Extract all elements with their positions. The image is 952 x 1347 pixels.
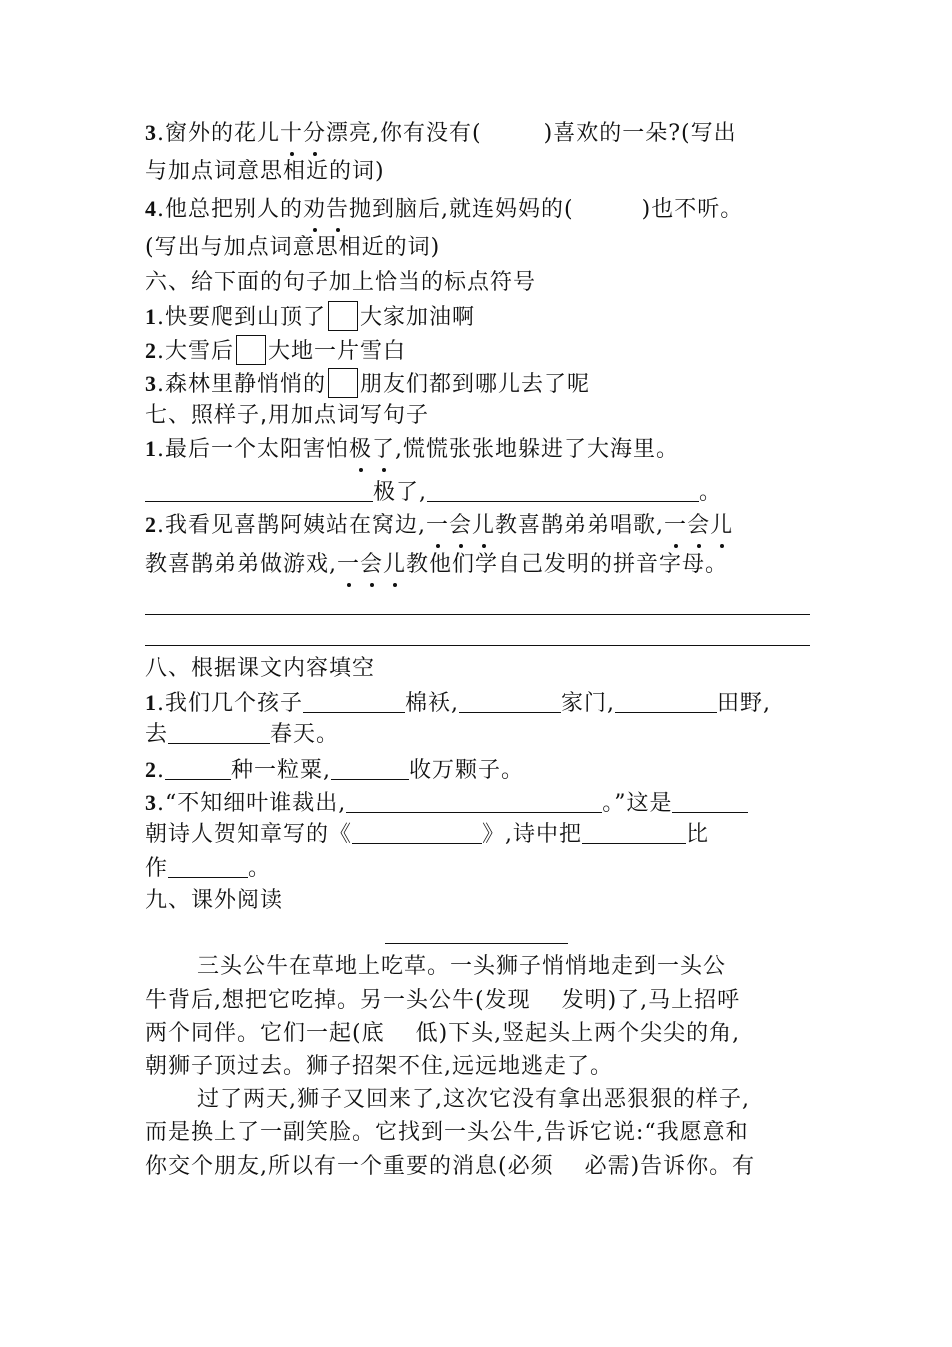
q8-item1-cont: 去 春天。 bbox=[145, 722, 340, 747]
emphasis-dot-char: 极 bbox=[349, 435, 372, 465]
answer-blank[interactable] bbox=[672, 790, 748, 813]
q8-item1: 1.我们几个孩子 棉袄, 家门, 田野, bbox=[145, 690, 771, 716]
q5-item3-cont: 与加点词意思相近的词) bbox=[145, 159, 385, 184]
reading-p1-line4: 朝狮子顶过去。狮子招架不住,远远地逃走了。 bbox=[145, 1054, 613, 1079]
answer-blank[interactable] bbox=[615, 690, 717, 713]
section-heading-6: 六、给下面的句子加上恰当的标点符号 bbox=[145, 270, 537, 295]
reading-p1-line3: 两个同伴。它们一起(底 低)下头,竖起头上两个尖尖的角, bbox=[145, 1021, 741, 1046]
emphasis-dot-char: 分 bbox=[303, 119, 326, 149]
emphasis-dot-char: 一 bbox=[337, 550, 360, 580]
answer-line[interactable] bbox=[145, 614, 810, 615]
answer-blank[interactable] bbox=[427, 479, 699, 502]
emphasis-dot-char: 儿 bbox=[710, 511, 733, 541]
q5-item4: 4.他总把别人的劝告抛到脑后,就连妈妈的( )也不听。 bbox=[145, 194, 743, 225]
answer-blank[interactable] bbox=[303, 690, 405, 713]
answer-blank[interactable] bbox=[582, 821, 686, 844]
emphasis-dot-char: 会 bbox=[687, 511, 710, 541]
item-number: 3 bbox=[145, 790, 157, 815]
item-number: 2 bbox=[145, 512, 157, 537]
emphasis-dot-char: 十 bbox=[280, 119, 303, 149]
reading-p2-line3: 你交个朋友,所以有一个重要的消息(必须 必需)告诉你。有 bbox=[145, 1154, 756, 1179]
item-number: 3 bbox=[145, 120, 157, 145]
q8-item2: 2. 种一粒粟, 收万颗子。 bbox=[145, 757, 525, 783]
punctuation-box[interactable] bbox=[328, 301, 358, 331]
section-heading-9: 九、课外阅读 bbox=[145, 888, 284, 913]
emphasis-dot-char: 会 bbox=[360, 550, 383, 580]
section-heading-7: 七、照样子,用加点词写句子 bbox=[145, 403, 429, 428]
reading-p2-line2: 而是换上了一副笑脸。它找到一头公牛,告诉它说:“我愿意和 bbox=[145, 1120, 749, 1145]
reading-p1-line2: 牛背后,想把它吃掉。另一头公牛(发现 发明)了,马上招呼 bbox=[145, 988, 741, 1013]
q6-item2: 2.大雪后 大地一片雪白 bbox=[145, 335, 406, 367]
answer-blank[interactable] bbox=[352, 821, 482, 844]
punctuation-box[interactable] bbox=[328, 368, 358, 398]
answer-line[interactable] bbox=[145, 645, 810, 646]
emphasis-dot-char: 告 bbox=[326, 195, 349, 225]
answer-blank[interactable] bbox=[168, 721, 270, 744]
item-number: 2 bbox=[145, 338, 157, 363]
q6-item3: 3.森林里静悄悄的 朋友们都到哪儿去了呢 bbox=[145, 368, 590, 400]
item-number: 3 bbox=[145, 371, 157, 396]
q8-item3-cont: 朝诗人贺知章写的《 》,诗中把 比 bbox=[145, 822, 710, 847]
emphasis-dot-char: 劝 bbox=[303, 195, 326, 225]
q5-item4-cont: (写出与加点词意思相近的词) bbox=[145, 235, 441, 260]
title-blank-line[interactable] bbox=[385, 943, 568, 944]
answer-blank[interactable] bbox=[165, 757, 231, 780]
q8-item3: 3.“不知细叶谁裁出, 。”这是 bbox=[145, 788, 748, 819]
answer-blank[interactable] bbox=[459, 690, 561, 713]
item-number: 4 bbox=[145, 196, 157, 221]
emphasis-dot-char: 一 bbox=[426, 511, 449, 541]
q7-item2-cont: 教喜鹊弟弟做游戏,一会儿教他们学自己发明的拼音字母。 bbox=[145, 550, 728, 580]
emphasis-dot-char: 儿 bbox=[383, 550, 406, 580]
q5-item3: 3.窗外的花儿十分漂亮,你有没有( )喜欢的一朵?(写出 bbox=[145, 118, 737, 149]
reading-p1-line1: 三头公牛在草地上吃草。一头狮子悄悄地走到一头公 bbox=[197, 954, 727, 979]
item-number: 1 bbox=[145, 304, 157, 329]
emphasis-dot-char: 一 bbox=[664, 511, 687, 541]
q7-item2: 2.我看见喜鹊阿姨站在窝边,一会儿教喜鹊弟弟唱歌,一会儿 bbox=[145, 510, 733, 541]
item-number: 1 bbox=[145, 690, 157, 715]
emphasis-dot-char: 儿 bbox=[472, 511, 495, 541]
item-number: 1 bbox=[145, 436, 157, 461]
item-number: 2 bbox=[145, 757, 157, 782]
answer-blank[interactable] bbox=[168, 855, 248, 878]
reading-p2-line1: 过了两天,狮子又回来了,这次它没有拿出恶狠狠的样子, bbox=[197, 1087, 750, 1112]
emphasis-dot-char: 了 bbox=[372, 435, 395, 465]
answer-blank[interactable] bbox=[331, 757, 409, 780]
punctuation-box[interactable] bbox=[236, 335, 266, 365]
q7-item1-fill: 极了, 。 bbox=[145, 478, 722, 508]
section-heading-8: 八、根据课文内容填空 bbox=[145, 656, 376, 681]
emphasis-dot-char: 会 bbox=[449, 511, 472, 541]
answer-blank[interactable] bbox=[346, 790, 602, 813]
q6-item1: 1.快要爬到山顶了 大家加油啊 bbox=[145, 301, 475, 333]
q7-item1: 1.最后一个太阳害怕极了,慌慌张张地躲进了大海里。 bbox=[145, 434, 679, 465]
q8-item3-cont2: 作 。 bbox=[145, 856, 272, 881]
answer-blank[interactable] bbox=[145, 479, 373, 502]
